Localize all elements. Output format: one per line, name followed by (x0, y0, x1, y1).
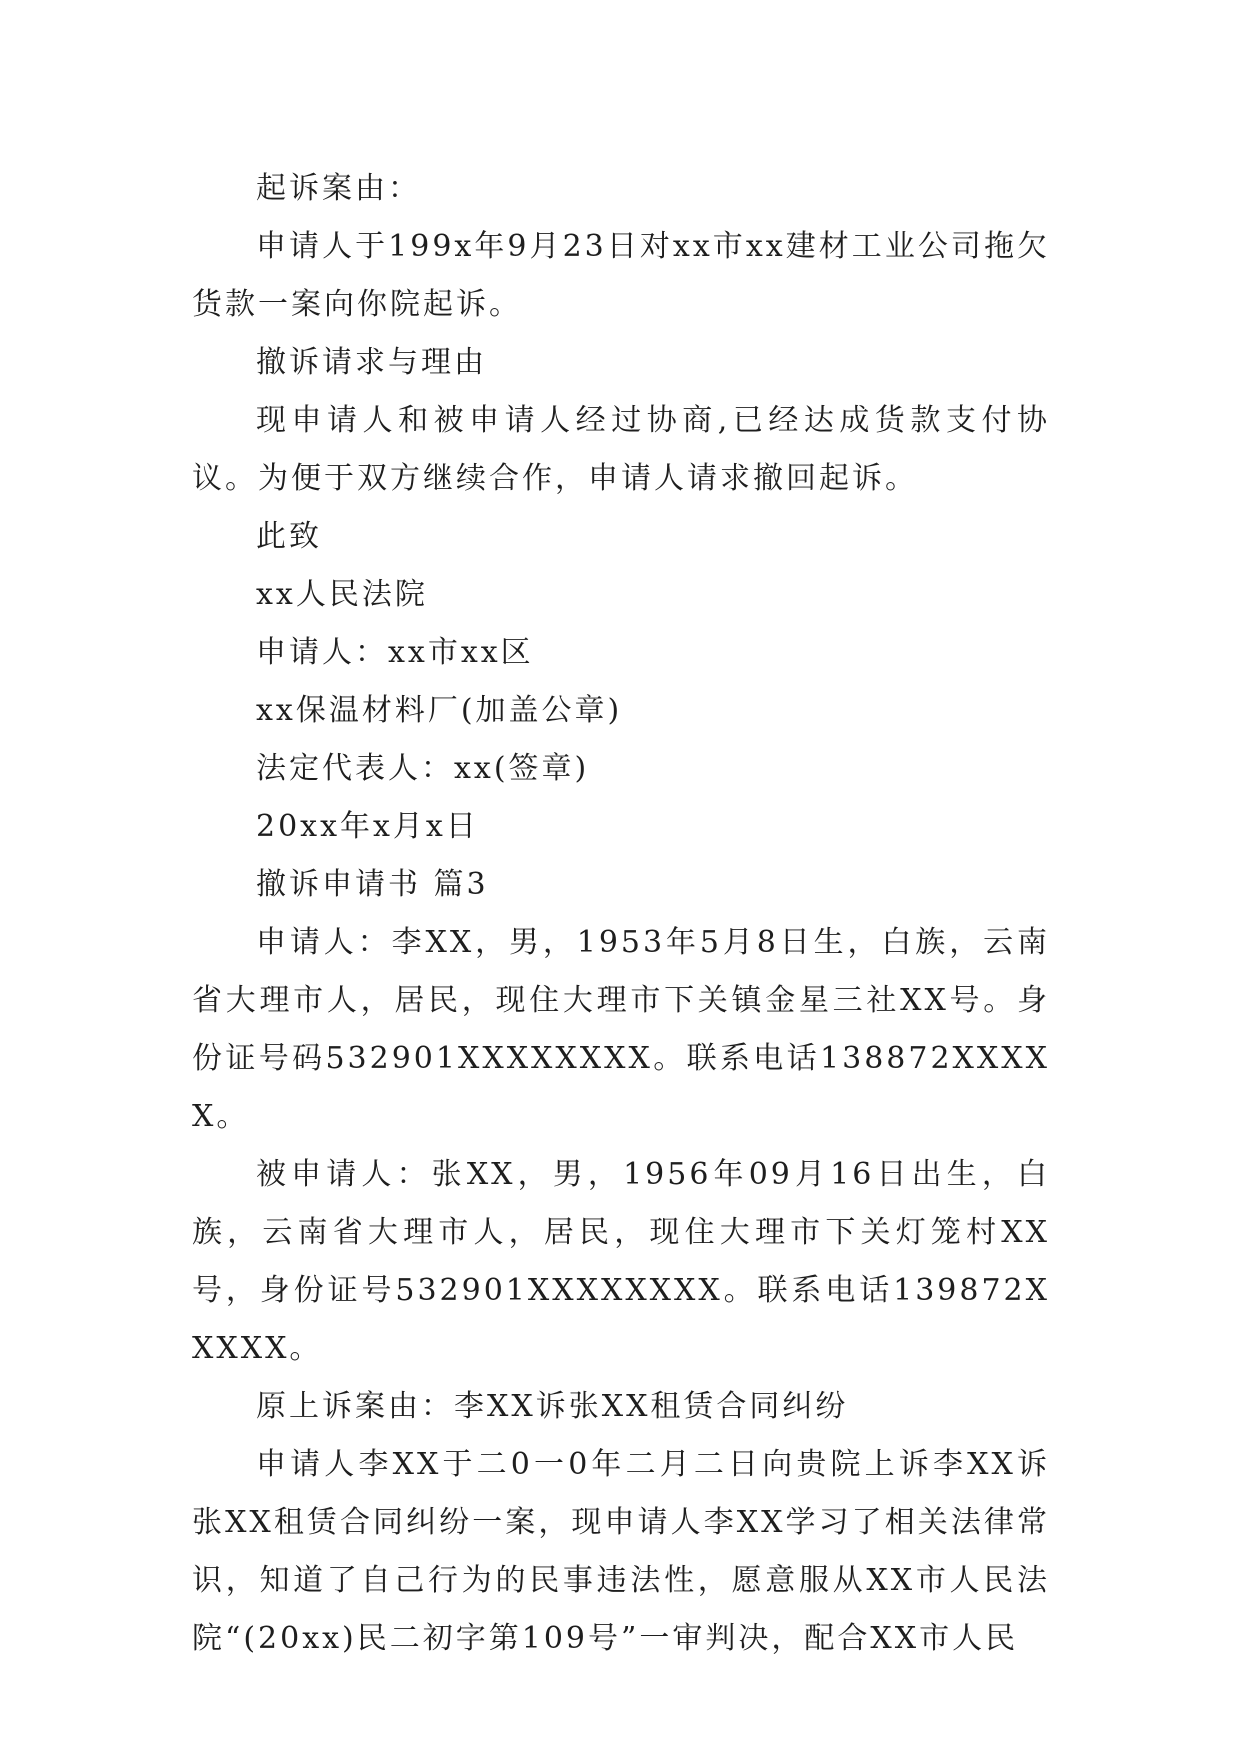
paragraph-withdrawal-reason: 现申请人和被申请人经过协商,已经达成货款支付协议。为便于双方继续合作，申请人请求撤回起诉。 (192, 403, 1050, 496)
paragraph-withdrawal-heading: 撤诉请求与理由 (256, 345, 487, 380)
paragraph-salutation: 此致 (256, 519, 322, 554)
document-body (192, 160, 1050, 1668)
paragraph-applicant-company: xx保温材料厂(加盖公章) (256, 693, 623, 728)
paragraph-original-case: 原上诉案由：李XX诉张XX租赁合同纠纷 (256, 1389, 849, 1424)
paragraph-respondent-info: 被申请人：张XX，男，1956年09月16日出生，白族，云南省大理市人，居民，现住大理市下关灯笼村XX号，身份证号532901XXXXXXXX。联系电话139872XXXXX。 (192, 1157, 1050, 1366)
paragraph-applicant-location: 申请人：xx市xx区 (256, 635, 534, 670)
paragraph-court-name: xx人民法院 (256, 577, 428, 612)
paragraph-legal-representative: 法定代表人：xx(签章) (256, 751, 590, 786)
paragraph-withdrawal-statement: 申请人李XX于二0一0年二月二日向贵院上诉李XX诉张XX租赁合同纠纷一案，现申请人李XX学习了相关法律常识，知道了自己行为的民事违法性，愿意服从XX市人民法院“(20xx)民二初字第109号”一审判决，配合XX市人民 (192, 1447, 1050, 1656)
paragraph-applicant-info: 申请人：李XX，男，1953年5月8日生，白族，云南省大理市人，居民，现住大理市下关镇金星三社XX号。身份证号码532901XXXXXXXX。联系电话138872XXXXX。 (192, 925, 1050, 1134)
paragraph-case-reason-text: 申请人于199x年9月23日对xx市xx建材工业公司拖欠货款一案向你院起诉。 (192, 229, 1050, 322)
paragraph-section-title: 撤诉申请书 篇3 (256, 867, 489, 902)
paragraph-case-reason-heading: 起诉案由： (256, 171, 421, 206)
paragraph-date: 20xx年x月x日 (256, 809, 479, 844)
